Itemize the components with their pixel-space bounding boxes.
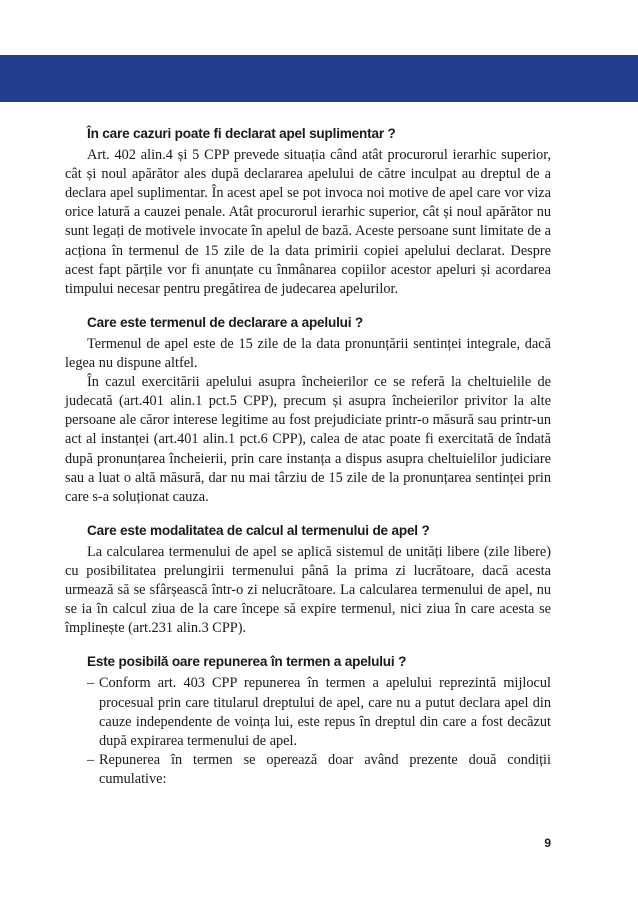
section-heading-supplementary-appeal: În care cazuri poate fi declarat apel suplimentar ? [87, 126, 396, 141]
spacer [65, 507, 551, 521]
paragraph: În cazul exercitării apelului asupra încheierilor ce se referă la cheltuielile de judecată (art.401 alin.1 pct.5 CPP), precum și asupra încheierilor privitor la alte persoane ale căror interese legitime au fost prejudiciate printr-o măsură sau printr-un act al instanței (art.401 alin.1 pct.6 CPP), calea de atac poate fi exercitată de îndată după pronunțarea încheierii, prin care instanța a dispus asupra cheltuielilor judiciare sau a luat o altă măsură, dar nu mai târziu de 15 zile de la pronunțarea sentinței prin care s-a soluționat cauza. [65, 374, 551, 505]
list-item [65, 751, 551, 789]
dash-bullet: – [87, 675, 95, 692]
section-heading-appeal-deadline: Care este termenul de declarare a apelului ? [87, 314, 364, 330]
page-content [65, 124, 551, 789]
dash-bullet: – [87, 751, 95, 768]
spacer [65, 299, 551, 313]
spacer [65, 638, 551, 652]
header-band [0, 55, 638, 102]
list-item-text: Repunerea în termen se operează doar având prezente două condiții cumulative: [99, 751, 551, 787]
section-heading-reinstatement: Este posibilă oare repunerea în termen a apelului ? [87, 654, 407, 670]
paragraph: La calcularea termenului de apel se aplică sistemul de unități libere (zile libere) cu posibilitatea prelungirii termenului până la prima zi lucrătoare, dacă acesta urmează să se sfârșească într-o zi nelucrătoare. La calcularea termenului de apel, nu se ia în calcul ziua de la care începe să expire termenul, nici ziua în care acesta se împlinește (art.231 alin.3 CPP). [65, 543, 551, 637]
list-item-text: Conform art. 403 CPP repunerea în termen a apelului reprezintă mijlocul procesual prin care titularul dreptului de apel, care nu a putut declara apel din cauze independente de voința lui, este repus în dreptul din care a fost decăzut după expirarea termenului de apel. [99, 675, 551, 749]
paragraph: Art. 402 alin.4 și 5 CPP prevede situația când atât procurorul ierarhic superior, cât și noul apărător ales după declararea apelului de către inculpat au dreptul de a declara apel suplimentar. În acest apel se pot invoca noi motive de apel care vor viza orice latură a cauzei penale. Atât procurorul ierarhic superior, cât și noul apărător nu sunt legați de motivele invocate în apelul de bază. Aceste persoane sunt limitate de a acționa în termenul de 15 zile de la data primirii copiei apelului declarat. Despre acest fapt părțile vor fi anunțate cu înmânarea copiilor acestor apeluri și acordarea timpului necesar pentru pregătirea de judecarea apelurilor. [65, 147, 551, 297]
paragraph: Termenul de apel este de 15 zile de la data pronunțării sentinței integrale, dacă legea nu dispune altfel. [65, 335, 551, 372]
page-number: 9 [544, 836, 551, 850]
section-heading-deadline-calculation: Care este modalitatea de calcul al termenului de apel ? [87, 522, 430, 538]
reinstatement-list [65, 674, 551, 789]
list-item [65, 674, 551, 750]
